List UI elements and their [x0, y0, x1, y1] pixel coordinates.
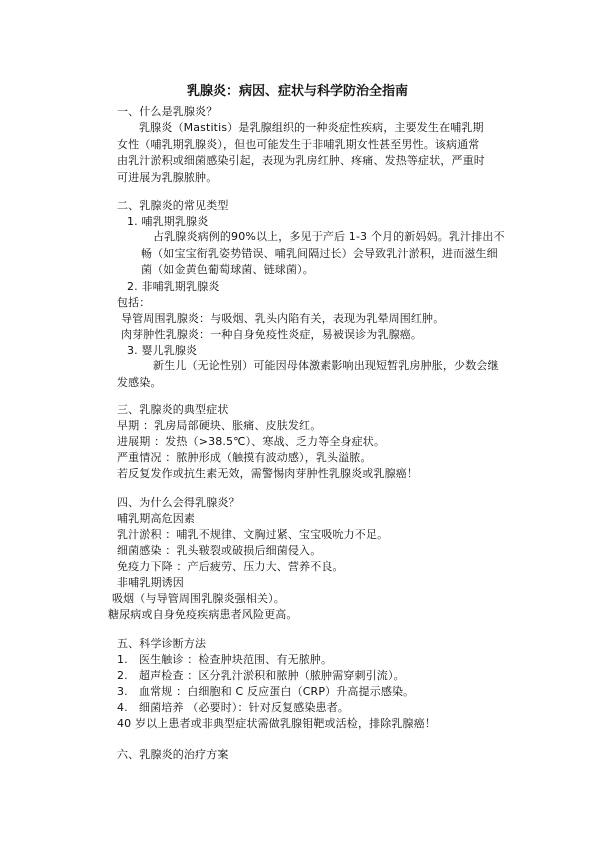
- type-1-paragraph: 占乳腺炎病例的90%以上，多见于产后 1-3 个月的新妈妈。乳汁排出不畅（如宝宝衔乳姿势错误、哺乳间隔过长）会导致乳汁淤积，进而滋生细菌（如金黄色葡萄球菌、链球菌）。: [141, 230, 505, 276]
- cause-milk-stasis: 乳汁淤积 ：哺乳不规律、文胸过紧、宝宝吸吮力不足。: [117, 528, 389, 541]
- section-2-heading: 二、乳腺炎的常见类型: [117, 199, 229, 212]
- type-2-sub-1: 导管周围乳腺炎：与吸烟、乳头内陷有关，表现为乳晕周围红肿。: [121, 312, 445, 325]
- symptom-warning: 若反复发作或抗生素无效，需警惕肉芽肿性乳腺炎或乳腺癌！: [117, 467, 419, 480]
- symptom-early: 早期 ：乳房局部硬块、胀痛、皮肤发红。: [117, 419, 322, 432]
- type-2-include-label: 包括：: [117, 296, 151, 309]
- diag-3-number: 3.: [117, 685, 128, 698]
- section-4-heading: 四、为什么会得乳腺炎？: [117, 496, 240, 509]
- type-1-heading: 1. 哺乳期乳腺炎: [127, 215, 209, 228]
- diag-2-number: 2.: [117, 669, 128, 682]
- symptom-severe: 严重情况 ：脓肿形成（触摸有波动感），乳头溢脓。: [117, 451, 372, 464]
- diag-2-text: 超声检查 ：区分乳汁淤积和脓肿（脓肿需穿刺引流）。: [139, 669, 405, 682]
- section-1-heading: 一、什么是乳腺炎？: [117, 105, 218, 118]
- type-2-sub-2: 肉芽肿性乳腺炎：一种自身免疫性炎症，易被误诊为乳腺癌。: [121, 328, 423, 341]
- diag-4-text: 细菌培养 （必要时）：针对反复感染患者。: [139, 701, 349, 714]
- cause-diabetes: 糖尿病或自身免疫疾病患者风险更高。: [108, 608, 298, 621]
- cause-lactation-heading: 哺乳期高危因素: [117, 512, 196, 525]
- diag-1-text: 医生触诊 ：检查肿块范围、有无脓肿。: [139, 653, 333, 666]
- diag-4-number: 4.: [117, 701, 128, 714]
- section-3-heading: 三、乳腺炎的典型症状: [117, 403, 229, 416]
- type-3-paragraph: 新生儿（无论性别）可能因母体激素影响出现短暂乳房肿胀，少数会继发感染。: [117, 359, 499, 389]
- type-2-heading: 2. 非哺乳期乳腺炎: [127, 280, 220, 293]
- diag-1-number: 1.: [117, 653, 128, 666]
- cause-low-immunity: 免疫力下降 ：产后疲劳、压力大、营养不良。: [117, 560, 344, 573]
- diag-3-text: 血常规 ：白细胞和 C 反应蛋白（CRP）升高提示感染。: [139, 685, 415, 698]
- section-6-heading: 六、乳腺炎的治疗方案: [117, 748, 229, 761]
- symptom-progress: 进展期 ：发热（>38.5℃）、寒战、乏力等全身症状。: [117, 435, 386, 448]
- cause-non-lactation-heading: 非哺乳期诱因: [117, 576, 184, 589]
- cause-bacterial-infection: 细菌感染 ：乳头皲裂或破损后细菌侵入。: [117, 544, 322, 557]
- type-3-heading: 3. 婴儿乳腺炎: [127, 344, 198, 357]
- diagnosis-note: 40 岁以上患者或非典型症状需做乳腺钼靶或活检，排除乳腺癌！: [117, 717, 436, 730]
- section-5-heading: 五、科学诊断方法: [117, 637, 207, 650]
- section-1-paragraph: 乳腺炎（Mastitis）是乳腺组织的一种炎症性疾病，主要发生在哺乳期女性（哺乳期乳腺炎），但也可能发生于非哺乳期女性甚至男性。该病通常由乳汁淤积或细菌感染引起，表现为乳房红肿、疼痛、发热等症状，严重时可进展为乳腺脓肿。: [117, 121, 485, 184]
- document-title: 乳腺炎：病因、症状与科学防治全指南: [186, 84, 408, 99]
- cause-smoking: 吸烟（与导管周围乳腺炎强相关）。: [112, 592, 285, 605]
